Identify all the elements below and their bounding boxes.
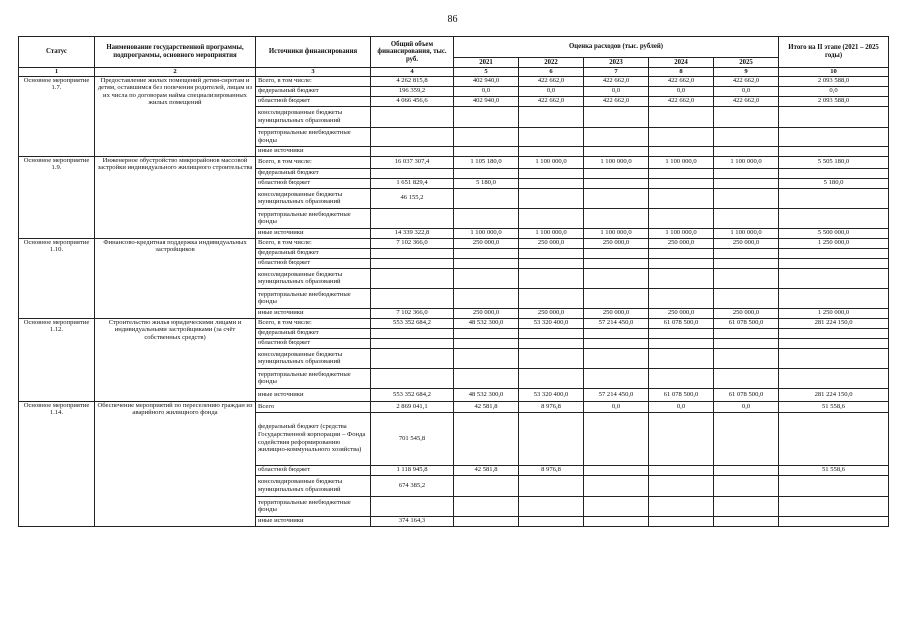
year-value-cell: 1 100 000,0 [584,156,649,168]
year-value-cell [584,268,649,288]
column-index: 3 [256,68,371,77]
year-value-cell [584,146,649,156]
year-value-cell [454,106,519,127]
year-value-cell [519,328,584,338]
year-value-cell [519,168,584,178]
stage-total-cell: 2 093 588,0 [779,96,889,106]
stage-total-cell: 5 505 180,0 [779,156,889,168]
year-value-cell: 8 976,8 [519,401,584,412]
year-value-cell [519,268,584,288]
source-cell: консолидированные бюджеты муниципальных образований [256,188,371,208]
year-value-cell [649,338,714,348]
source-cell: территориальные внебюджетные фонды [256,288,371,308]
stage-total-cell [779,288,889,308]
year-value-cell: 422 662,0 [649,96,714,106]
year-value-cell [454,208,519,228]
year-value-cell [584,516,649,526]
year-value-cell: 250 000,0 [714,238,779,248]
source-cell: территориальные внебюджетные фонды [256,208,371,228]
year-value-cell [649,178,714,188]
header-status: Статус [19,37,95,68]
table-row [19,76,889,86]
year-value-cell: 61 078 500,0 [714,318,779,328]
year-value-cell [584,368,649,388]
year-value-cell [584,168,649,178]
year-value-cell: 57 214 450,0 [584,388,649,401]
total-value-cell: 553 352 684,2 [371,388,454,401]
stage-total-cell [779,208,889,228]
year-value-cell: 1 105 180,0 [454,156,519,168]
total-value-cell: 14 339 322,8 [371,228,454,238]
year-value-cell: 1 100 000,0 [649,228,714,238]
year-value-cell [649,475,714,496]
measure-name-cell: Обеспечение мероприятий по переселению граждан из аварийного жилищного фонда [95,401,256,526]
stage-total-cell [779,496,889,516]
year-value-cell [649,106,714,127]
total-value-cell [371,127,454,146]
year-value-cell [649,348,714,368]
column-index: 6 [519,68,584,77]
year-value-cell: 48 532 300,0 [454,318,519,328]
status-cell: Основное мероприятие 1.12. [19,318,95,401]
year-value-cell: 422 662,0 [519,96,584,106]
year-value-cell: 422 662,0 [714,76,779,86]
year-value-cell [714,258,779,268]
year-value-cell [714,106,779,127]
header-year: 2025 [714,58,779,68]
measure-name-cell: Инженерное обустройство микрорайонов массовой застройки индивидуального жилищного строительства [95,156,256,238]
total-value-cell [371,496,454,516]
year-value-cell [649,368,714,388]
status-cell: Основное мероприятие 1.14. [19,401,95,526]
year-value-cell: 1 100 000,0 [454,228,519,238]
source-cell: консолидированные бюджеты муниципальных образований [256,475,371,496]
stage-total-cell [779,475,889,496]
total-value-cell: 7 102 366,0 [371,238,454,248]
year-value-cell [519,188,584,208]
year-value-cell [454,127,519,146]
year-value-cell: 61 078 500,0 [649,318,714,328]
year-value-cell: 42 581,8 [454,401,519,412]
year-value-cell: 1 100 000,0 [714,228,779,238]
year-value-cell [714,248,779,258]
year-value-cell [519,248,584,258]
total-value-cell: 4 262 815,8 [371,76,454,86]
total-value-cell [371,146,454,156]
year-value-cell [714,368,779,388]
year-value-cell: 250 000,0 [519,308,584,318]
measure-name-cell: Финансово-кредитная поддержка индивидуальных застройщиков [95,238,256,318]
total-value-cell [371,348,454,368]
stage-total-cell: 5 180,0 [779,178,889,188]
year-value-cell [714,288,779,308]
stage-total-cell: 1 250 000,0 [779,308,889,318]
year-value-cell [649,168,714,178]
table-row [19,401,889,412]
year-value-cell: 1 100 000,0 [714,156,779,168]
year-value-cell [454,475,519,496]
source-cell: территориальные внебюджетные фонды [256,496,371,516]
stage-total-cell: 51 558,6 [779,401,889,412]
year-value-cell: 61 078 500,0 [649,388,714,401]
year-value-cell [649,516,714,526]
year-value-cell [519,146,584,156]
year-value-cell [714,168,779,178]
year-value-cell [584,465,649,475]
column-index: 8 [649,68,714,77]
year-value-cell [584,475,649,496]
column-index: 5 [454,68,519,77]
table-body [19,76,889,526]
stage-total-cell [779,146,889,156]
year-value-cell [519,516,584,526]
year-value-cell [714,516,779,526]
year-value-cell: 1 100 000,0 [649,156,714,168]
stage-total-cell [779,338,889,348]
year-value-cell [584,288,649,308]
year-value-cell [454,268,519,288]
header-year: 2024 [649,58,714,68]
stage-total-cell [779,516,889,526]
year-value-cell [714,338,779,348]
year-value-cell: 0,0 [649,86,714,96]
year-value-cell [584,328,649,338]
year-value-cell: 0,0 [584,401,649,412]
year-value-cell: 61 078 500,0 [714,388,779,401]
total-value-cell: 196 359,2 [371,86,454,96]
year-value-cell [584,496,649,516]
source-cell: областной бюджет [256,338,371,348]
year-value-cell [454,146,519,156]
source-cell: территориальные внебюджетные фонды [256,127,371,146]
year-value-cell [454,258,519,268]
source-cell: областной бюджет [256,465,371,475]
year-value-cell [649,268,714,288]
year-value-cell [519,178,584,188]
stage-total-cell [779,348,889,368]
source-cell: федеральный бюджет [256,328,371,338]
year-value-cell [454,188,519,208]
column-index: 2 [95,68,256,77]
source-cell: консолидированные бюджеты муниципальных образований [256,348,371,368]
source-cell: Всего [256,401,371,412]
year-value-cell: 1 100 000,0 [519,156,584,168]
source-cell: федеральный бюджет [256,248,371,258]
header-name: Наименование государственной программы, подпрограммы, основного мероприятия [95,37,256,68]
year-value-cell: 0,0 [714,401,779,412]
year-value-cell: 57 214 450,0 [584,318,649,328]
total-value-cell: 701 545,8 [371,412,454,465]
year-value-cell [519,127,584,146]
stage-total-cell: 0,0 [779,86,889,96]
year-value-cell: 422 662,0 [584,96,649,106]
header-total: Общий объем финансирования, тыс. руб. [371,37,454,68]
column-index: 7 [584,68,649,77]
year-value-cell [714,208,779,228]
total-value-cell: 1 651 829,4 [371,178,454,188]
year-value-cell: 42 581,8 [454,465,519,475]
year-value-cell [714,268,779,288]
year-value-cell [714,475,779,496]
year-value-cell [519,338,584,348]
header-stage-total: Итого на II этапе (2021 – 2025 годы) [779,37,889,68]
source-cell: федеральный бюджет (средства Государственной корпорации – Фонда содействия реформированию жилищно-коммунального хозяйства) [256,412,371,465]
stage-total-cell: 1 250 000,0 [779,238,889,248]
source-cell: иные источники [256,146,371,156]
year-value-cell [714,178,779,188]
year-value-cell: 422 662,0 [714,96,779,106]
page-number: 86 [447,14,458,25]
total-value-cell [371,268,454,288]
header-sources: Источники финансирования [256,37,371,68]
year-value-cell [454,338,519,348]
year-value-cell [584,412,649,465]
year-value-cell [519,208,584,228]
year-value-cell [519,106,584,127]
total-value-cell [371,168,454,178]
year-value-cell [649,328,714,338]
year-value-cell [649,248,714,258]
year-value-cell [714,465,779,475]
total-value-cell: 4 066 456,6 [371,96,454,106]
year-value-cell [714,328,779,338]
year-value-cell: 1 100 000,0 [519,228,584,238]
year-value-cell [454,368,519,388]
table-row [19,156,889,168]
total-value-cell [371,248,454,258]
total-value-cell: 553 352 684,2 [371,318,454,328]
year-value-cell: 48 532 300,0 [454,388,519,401]
year-value-cell [584,208,649,228]
year-value-cell [584,248,649,258]
stage-total-cell [779,368,889,388]
year-value-cell: 402 940,0 [454,76,519,86]
total-value-cell: 674 385,2 [371,475,454,496]
year-value-cell: 53 320 400,0 [519,388,584,401]
source-cell: Всего, в том числе: [256,76,371,86]
year-value-cell [454,516,519,526]
year-value-cell [519,412,584,465]
header-year: 2023 [584,58,649,68]
total-value-cell [371,106,454,127]
year-value-cell [649,412,714,465]
source-cell: иные источники [256,516,371,526]
year-value-cell [454,328,519,338]
total-value-cell [371,288,454,308]
source-cell: иные источники [256,228,371,238]
source-cell: территориальные внебюджетные фонды [256,368,371,388]
total-value-cell: 7 102 366,0 [371,308,454,318]
year-value-cell [584,348,649,368]
total-value-cell: 46 155,2 [371,188,454,208]
total-value-cell: 374 164,3 [371,516,454,526]
year-value-cell [649,208,714,228]
status-cell: Основное мероприятие 1.7. [19,76,95,156]
stage-total-cell [779,248,889,258]
year-value-cell [714,146,779,156]
status-cell: Основное мероприятие 1.9. [19,156,95,238]
stage-total-cell [779,188,889,208]
year-value-cell: 250 000,0 [649,308,714,318]
year-value-cell [714,348,779,368]
stage-total-cell [779,412,889,465]
stage-total-cell [779,106,889,127]
year-value-cell [454,248,519,258]
year-value-cell: 250 000,0 [454,238,519,248]
year-value-cell [649,146,714,156]
year-value-cell [584,338,649,348]
stage-total-cell [779,328,889,338]
year-value-cell: 250 000,0 [649,238,714,248]
year-value-cell [649,288,714,308]
stage-total-cell: 281 224 150,0 [779,388,889,401]
year-value-cell: 5 180,0 [454,178,519,188]
column-index: 4 [371,68,454,77]
stage-total-cell [779,168,889,178]
source-cell: иные источники [256,388,371,401]
year-value-cell: 8 976,8 [519,465,584,475]
header-estimate: Оценка расходов (тыс. рублей) [454,37,779,58]
year-value-cell [519,288,584,308]
total-value-cell: 16 037 307,4 [371,156,454,168]
year-value-cell: 0,0 [584,86,649,96]
stage-total-cell: 5 500 000,0 [779,228,889,238]
year-value-cell: 422 662,0 [519,76,584,86]
year-value-cell [519,368,584,388]
year-value-cell: 250 000,0 [519,238,584,248]
source-cell: федеральный бюджет [256,168,371,178]
year-value-cell [454,348,519,368]
year-value-cell: 53 320 400,0 [519,318,584,328]
total-value-cell [371,368,454,388]
year-value-cell [584,188,649,208]
year-value-cell [454,168,519,178]
source-cell: иные источники [256,308,371,318]
source-cell: консолидированные бюджеты муниципальных образований [256,268,371,288]
year-value-cell [584,178,649,188]
year-value-cell: 250 000,0 [584,238,649,248]
total-value-cell [371,338,454,348]
year-value-cell [584,106,649,127]
total-value-cell: 2 869 041,1 [371,401,454,412]
total-value-cell [371,328,454,338]
source-cell: областной бюджет [256,258,371,268]
status-cell: Основное мероприятие 1.10. [19,238,95,318]
year-value-cell [454,288,519,308]
column-index: 1 [19,68,95,77]
year-value-cell [714,188,779,208]
total-value-cell [371,258,454,268]
year-value-cell: 0,0 [714,86,779,96]
stage-total-cell: 281 224 150,0 [779,318,889,328]
stage-total-cell: 2 093 588,0 [779,76,889,86]
total-value-cell [371,208,454,228]
year-value-cell [584,127,649,146]
year-value-cell [649,258,714,268]
year-value-cell: 250 000,0 [454,308,519,318]
measure-name-cell: Предоставление жилых помещений детям-сиротам и детям, оставшимся без попечения родителей, лицам из их числа по договорам найма специализированных жилых помещений [95,76,256,156]
year-value-cell [454,496,519,516]
year-value-cell: 250 000,0 [714,308,779,318]
year-value-cell: 0,0 [649,401,714,412]
column-index: 10 [779,68,889,77]
header-year: 2022 [519,58,584,68]
source-cell: областной бюджет [256,178,371,188]
year-value-cell [454,412,519,465]
header-year: 2021 [454,58,519,68]
year-value-cell [519,258,584,268]
year-value-cell [519,475,584,496]
source-cell: Всего, в том числе: [256,318,371,328]
year-value-cell [649,127,714,146]
column-index: 9 [714,68,779,77]
year-value-cell: 1 100 000,0 [584,228,649,238]
year-value-cell: 250 000,0 [584,308,649,318]
stage-total-cell [779,127,889,146]
year-value-cell: 422 662,0 [584,76,649,86]
source-cell: Всего, в том числе: [256,156,371,168]
source-cell: Всего, в том числе: [256,238,371,248]
stage-total-cell [779,258,889,268]
year-value-cell [649,496,714,516]
financing-table [18,36,889,527]
source-cell: областной бюджет [256,96,371,106]
year-value-cell [649,465,714,475]
source-cell: консолидированные бюджеты муниципальных образований [256,106,371,127]
stage-total-cell: 51 558,6 [779,465,889,475]
year-value-cell [714,127,779,146]
stage-total-cell [779,268,889,288]
year-value-cell [714,412,779,465]
source-cell: федеральный бюджет [256,86,371,96]
year-value-cell [519,496,584,516]
table-row [19,318,889,328]
year-value-cell: 422 662,0 [649,76,714,86]
year-value-cell: 0,0 [519,86,584,96]
table-row [19,238,889,248]
year-value-cell [649,188,714,208]
year-value-cell: 0,0 [454,86,519,96]
year-value-cell [519,348,584,368]
measure-name-cell: Строительство жилья юридическими лицами и индивидуальными застройщиками (за счёт собственных средств) [95,318,256,401]
year-value-cell [584,258,649,268]
year-value-cell [714,496,779,516]
total-value-cell: 1 118 945,8 [371,465,454,475]
year-value-cell: 402 940,0 [454,96,519,106]
